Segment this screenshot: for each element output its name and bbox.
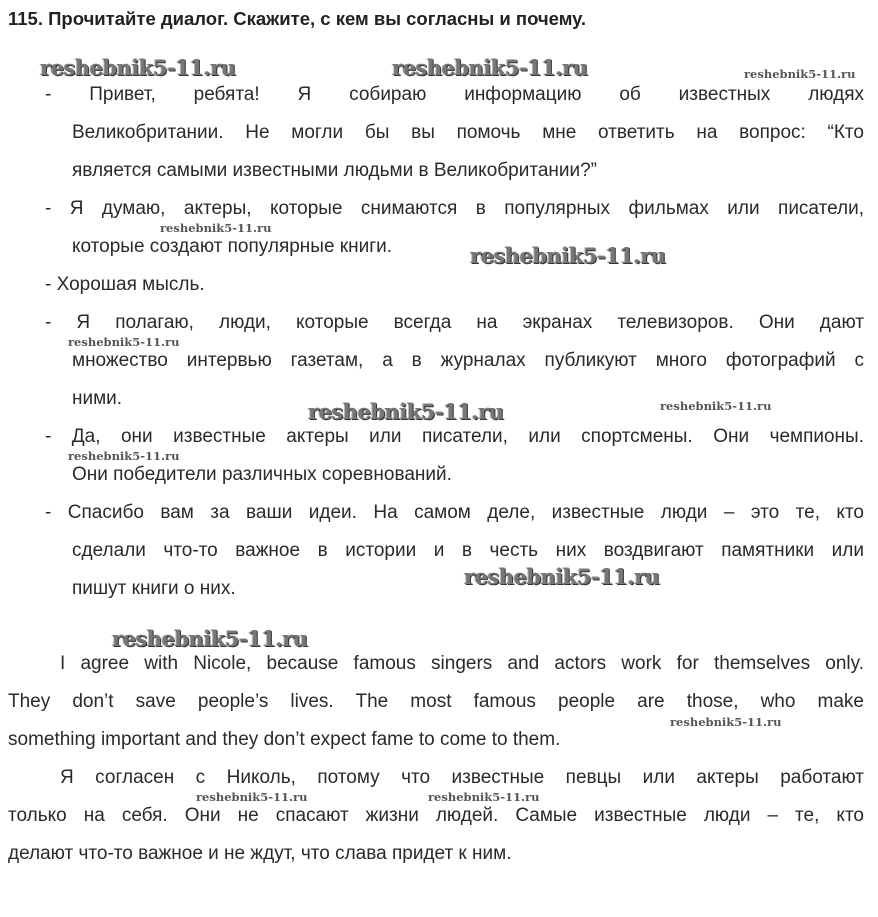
exercise-title: 115. Прочитайте диалог. Скажите, с кем вы согласны и почему. xyxy=(8,8,586,29)
watermark: reshebnik5-11.ru xyxy=(40,55,236,80)
watermark: reshebnik5-11.ru xyxy=(68,335,180,349)
dialog-line: которые создают популярные книги. xyxy=(72,236,393,257)
watermark: reshebnik5-11.ru xyxy=(428,790,540,804)
watermark: reshebnik5-11.ru xyxy=(470,243,666,268)
watermark: reshebnik5-11.ru xyxy=(160,221,272,235)
watermark: reshebnik5-11.ru xyxy=(68,449,180,463)
english-answer-line: They don’t save people’s lives. The most famous people are those, who make xyxy=(8,691,864,712)
dialog-line: - Я полагаю, люди, которые всегда на экранах телевизоров. Они дают xyxy=(45,312,864,333)
dialog-line: Великобритании. Не могли бы вы помочь мне ответить на вопрос: “Кто xyxy=(72,122,864,143)
dialog-line: - Привет, ребята! Я собираю информацию об известных людях xyxy=(45,84,864,105)
dialog-line: - Да, они известные актеры или писатели, или спортсмены. Они чемпионы. xyxy=(45,426,864,447)
dialog-line: сделали что-то важное в истории и в честь них воздвигают памятники или xyxy=(72,540,864,561)
dialog-line: - Хорошая мысль. xyxy=(45,274,205,295)
dialog-line: множество интервью газетам, а в журналах публикуют много фотографий с xyxy=(72,350,864,371)
watermark: reshebnik5-11.ru xyxy=(308,399,504,424)
russian-answer-line: Я согласен с Николь, потому что известные певцы или актеры работают xyxy=(60,767,864,788)
dialog-line: пишут книги о них. xyxy=(72,578,236,599)
watermark: reshebnik5-11.ru xyxy=(112,626,308,651)
watermark: reshebnik5-11.ru xyxy=(196,790,308,804)
russian-answer-line: делают что-то важное и не ждут, что слава придет к ним. xyxy=(8,843,512,864)
english-answer-line: something important and they don’t expect fame to come to them. xyxy=(8,729,561,750)
dialog-line: Они победители различных соревнований. xyxy=(72,464,452,485)
watermark: reshebnik5-11.ru xyxy=(670,715,782,729)
watermark: reshebnik5-11.ru xyxy=(392,55,588,80)
watermark: reshebnik5-11.ru xyxy=(660,399,772,413)
dialog-line: - Спасибо вам за ваши идеи. На самом деле, известные люди – это те, кто xyxy=(45,502,864,523)
english-answer-line: I agree with Nicole, because famous singers and actors work for themselves only. xyxy=(60,653,864,674)
watermark: reshebnik5-11.ru xyxy=(744,67,856,81)
watermark: reshebnik5-11.ru xyxy=(464,564,660,589)
dialog-line: - Я думаю, актеры, которые снимаются в популярных фильмах или писатели, xyxy=(45,198,864,219)
russian-answer-line: только на себя. Они не спасают жизни людей. Самые известные люди – те, кто xyxy=(8,805,864,826)
dialog-line: является самыми известными людьми в Великобритании?” xyxy=(72,160,597,181)
dialog-line: ними. xyxy=(72,388,123,409)
